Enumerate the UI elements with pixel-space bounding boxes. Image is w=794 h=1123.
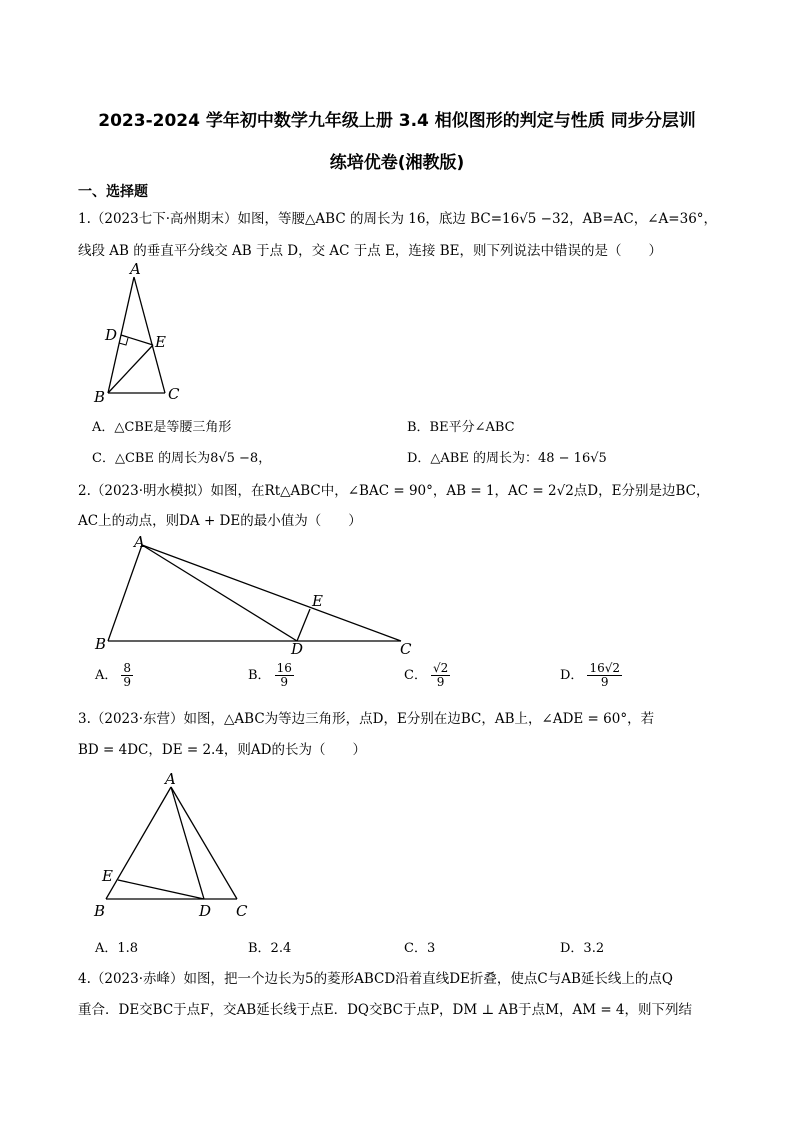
q4-text-line-1: 4.（2023·赤峰）如图，把一个边长为5的菱形ABCD沿着直线DE折叠，使点C与AB延长线上的点Q	[78, 971, 673, 987]
q2-option-d-numerator: 16√2	[589, 661, 620, 675]
q1-option-d[interactable]: D．△ABE 的周长为：48 − 16√5	[407, 451, 607, 466]
q3-side-ab	[106, 787, 171, 899]
q3-option-d[interactable]: D．3.2	[560, 941, 605, 956]
q3-label-c: C	[236, 902, 248, 920]
q3-text-line-2: BD = 4DC，DE = 2.4，则AD的长为（ ）	[78, 742, 366, 758]
q2-label-e: E	[312, 592, 323, 610]
q2-side-ac	[142, 545, 401, 641]
q3-label-b: B	[94, 902, 106, 920]
q3-figure	[88, 767, 258, 922]
q3-side-ac	[171, 787, 237, 899]
section-heading: 一、选择题	[78, 184, 148, 200]
q2-label-a: A	[134, 533, 145, 551]
q2-option-d[interactable]	[560, 662, 622, 689]
q2-label-d: D	[291, 640, 304, 658]
q2-text-line-1: 2.（2023·明水模拟）如图，在Rt△ABC中，∠BAC = 90°，AB = 1，AC = 2√2点D，E分别是边BC，	[78, 483, 710, 499]
q3-label-a: A	[165, 770, 176, 788]
q1-option-b[interactable]: B．BE平分∠ABC	[407, 420, 515, 435]
q2-option-c-label: C．	[404, 668, 427, 683]
q2-option-c-denominator: 9	[436, 675, 445, 689]
q1-label-c: C	[168, 385, 180, 403]
q3-option-a[interactable]: A．1.8	[95, 941, 139, 956]
q2-option-d-denominator: 9	[600, 675, 609, 689]
q2-segment-ad	[142, 545, 297, 641]
q3-option-b[interactable]: B．2.4	[248, 941, 292, 956]
q1-text-line-2: 线段 AB 的垂直平分线交 AB 于点 D，交 AC 于点 E，连接 BE，则下列说法中错误的是（ ）	[78, 243, 662, 259]
q1-option-c[interactable]: C．△CBE 的周长为8√5 −8，	[92, 451, 272, 466]
q2-option-c[interactable]	[404, 662, 450, 689]
q2-option-d-label: D．	[560, 668, 584, 683]
q2-text-line-2: AC上的动点，则DA + DE的最小值为（ ）	[78, 513, 362, 529]
q3-segment-ad	[171, 787, 204, 899]
q1-label-b: B	[94, 388, 106, 404]
q3-option-c[interactable]: C．3	[404, 941, 436, 956]
q1-figure	[85, 262, 195, 404]
q3-label-e: E	[102, 867, 113, 885]
q2-side-ab	[108, 545, 142, 641]
q2-label-c: C	[400, 640, 412, 658]
q1-label-a: A	[130, 262, 141, 278]
q2-option-a-label: A．	[95, 668, 118, 683]
q2-option-c-numerator: √2	[432, 661, 449, 675]
q4-text-line-2: 重合．DE交BC于点F，交AB延长线于点E．DQ交BC于点P，DM ⊥ AB于点M，AM = 4，则下列结	[78, 1002, 693, 1018]
q1-text-line-1: 1.（2023七下·高州期末）如图，等腰△ABC 的周长为 16，底边 BC=16√5 −32，AB=AC，∠A=36°，	[78, 211, 718, 227]
q2-option-a-denominator: 9	[123, 675, 132, 689]
q2-option-a-numerator: 8	[123, 661, 132, 675]
q3-segment-de	[118, 880, 204, 899]
doc-title-line-2: 练培优卷(湘教版)	[329, 153, 465, 173]
q2-label-b: B	[95, 635, 107, 653]
q2-figure	[90, 532, 420, 658]
q2-option-b-numerator: 16	[276, 661, 292, 675]
q2-option-b-denominator: 9	[280, 675, 289, 689]
q2-option-b[interactable]	[248, 662, 294, 689]
q3-text-line-1: 3.（2023·东营）如图，△ABC为等边三角形，点D，E分别在边BC，AB上，∠ADE = 60°，若	[78, 711, 655, 727]
q1-segment-be	[108, 345, 153, 393]
q1-option-a[interactable]: A．△CBE是等腰三角形	[92, 420, 232, 435]
doc-title-line-1: 2023-2024 学年初中数学九年级上册 3.4 相似图形的判定与性质 同步分层训	[98, 111, 696, 131]
q2-option-a[interactable]	[95, 662, 133, 689]
q2-option-b-label: B．	[248, 668, 271, 683]
q1-segment-de	[121, 335, 153, 345]
q2-segment-de	[297, 609, 310, 641]
q1-label-e: E	[155, 333, 166, 351]
q3-label-d: D	[199, 902, 212, 920]
q1-label-d: D	[105, 326, 118, 344]
